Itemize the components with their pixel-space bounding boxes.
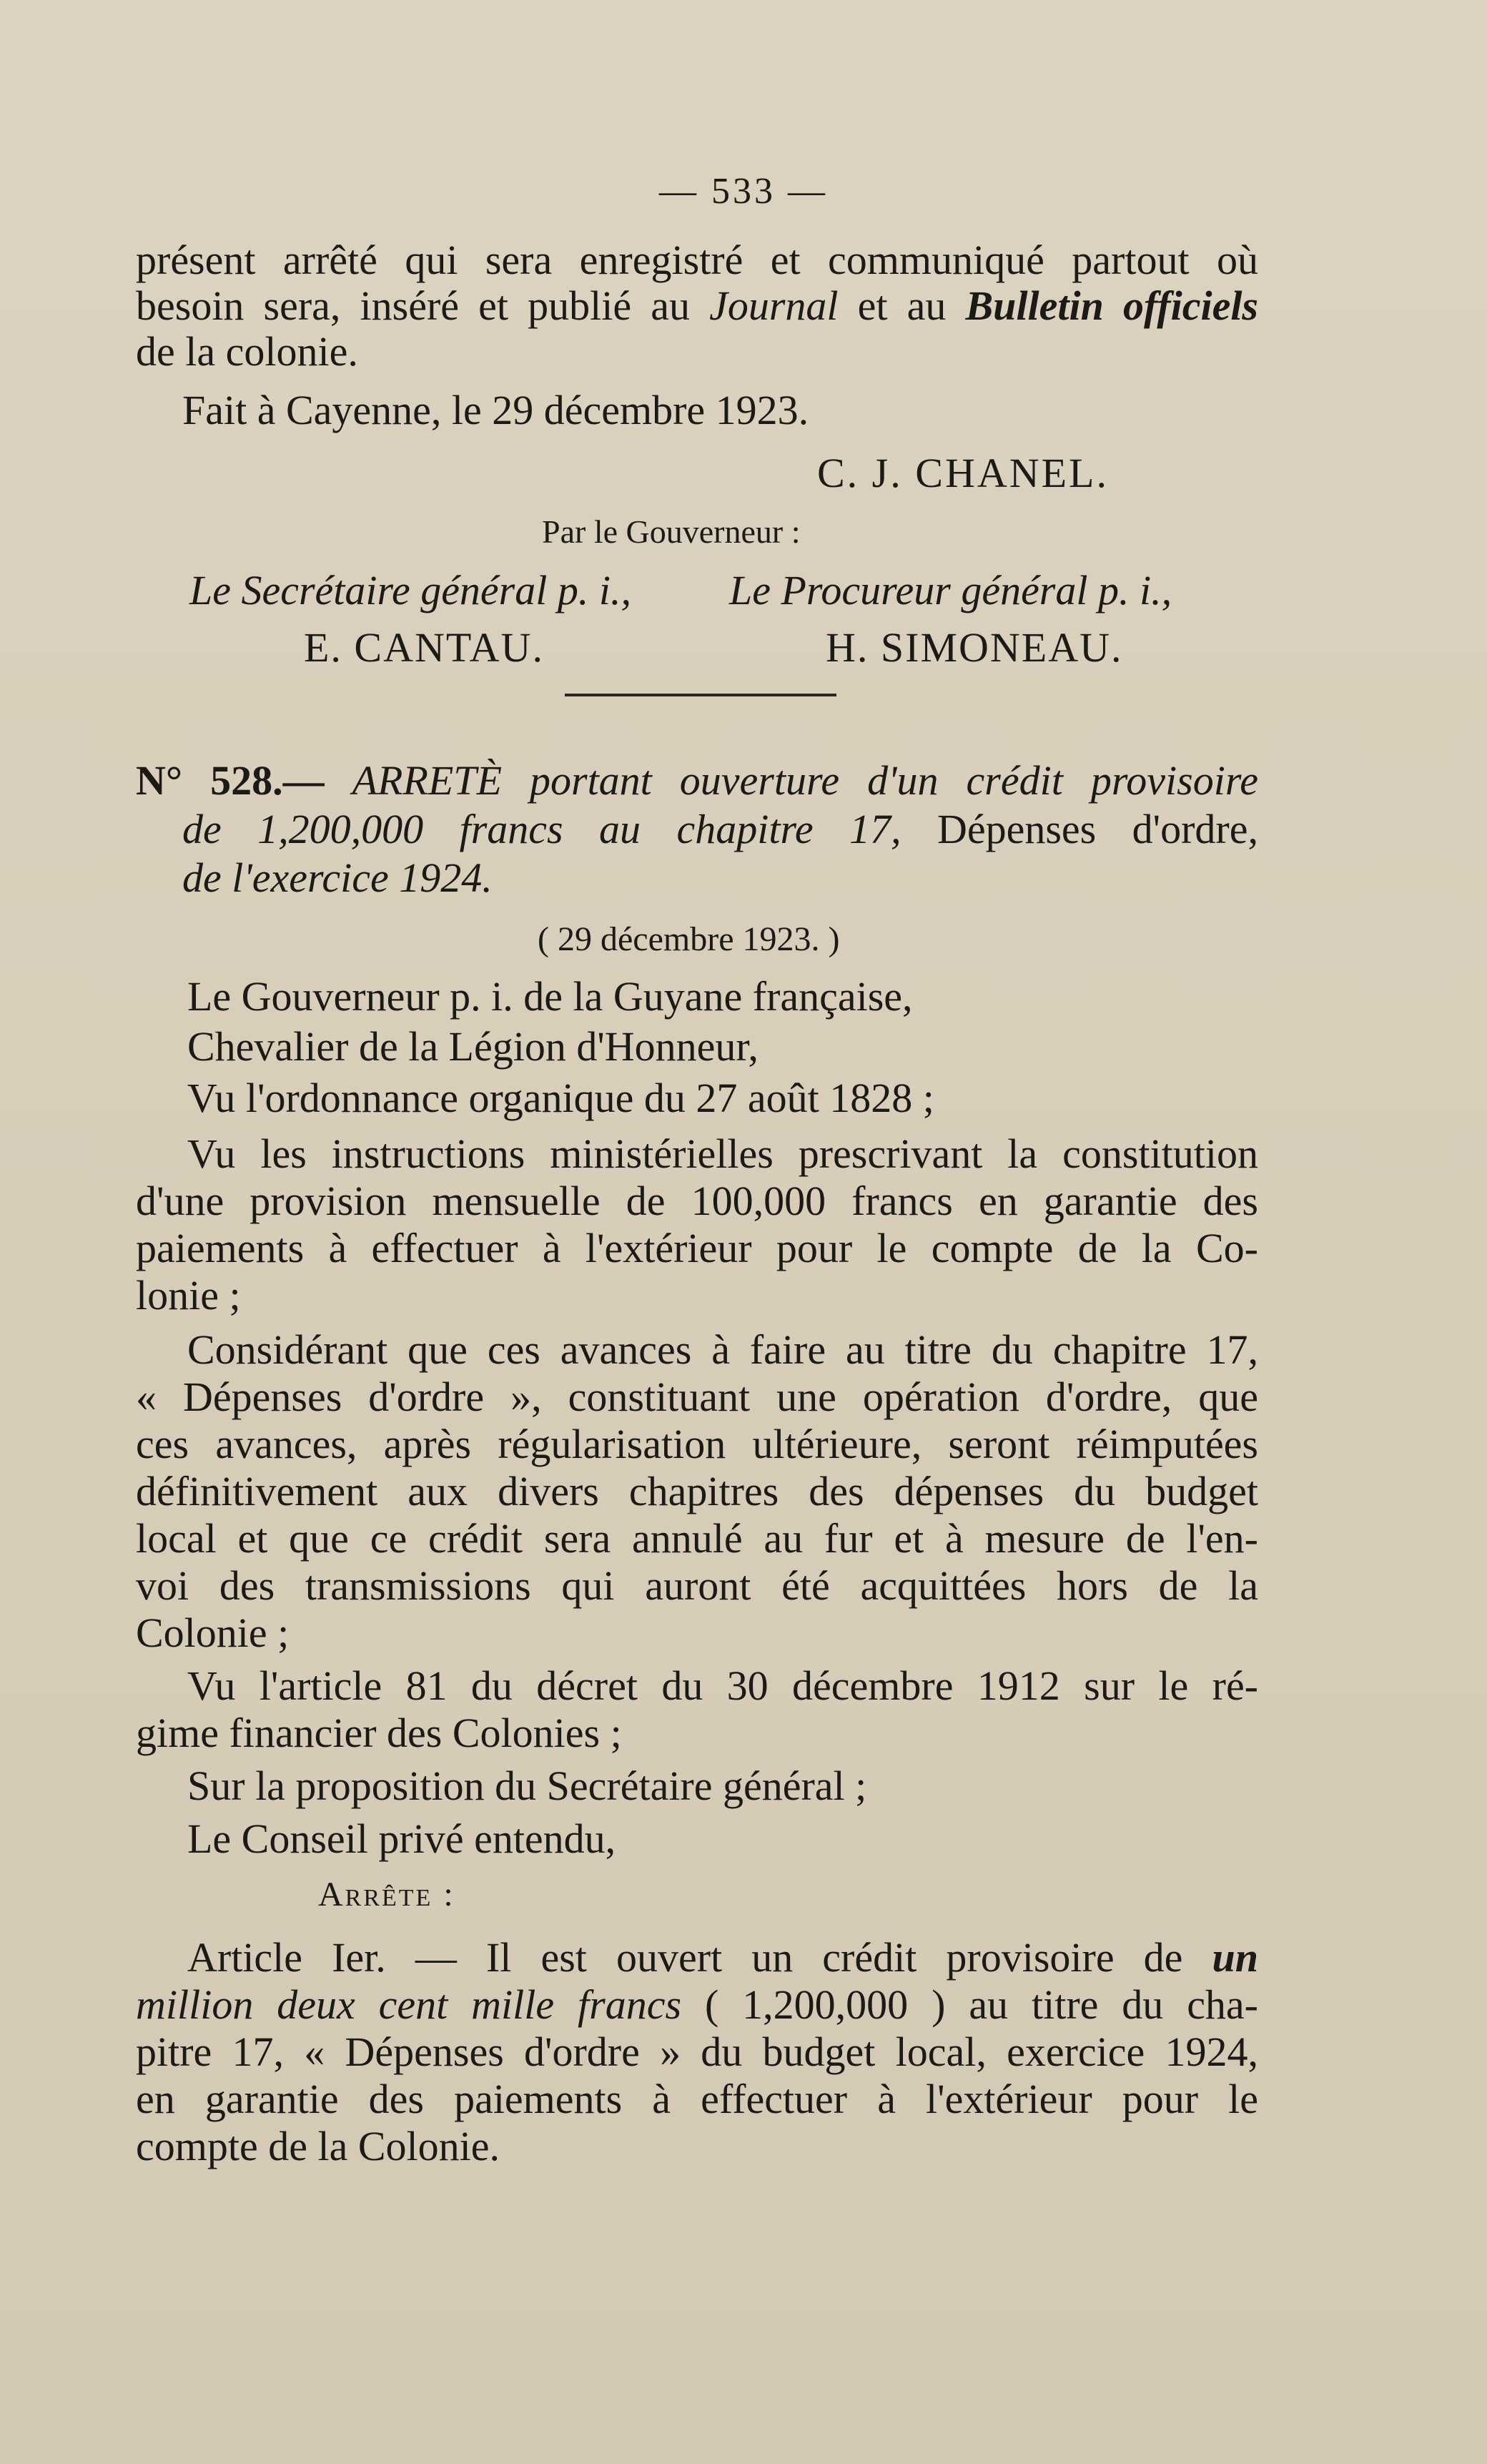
title-secretaire: Le Secrétaire général p. i., xyxy=(189,567,631,613)
text-line: définitivement aux divers chapitres des dépenses du budget xyxy=(136,1468,1258,1514)
text-line: Colonie ; xyxy=(136,1610,290,1656)
decree-heading: de 1,200,000 francs au chapitre 17, Dépenses d'ordre, xyxy=(182,806,1258,852)
text-line: Le Conseil privé entendu, xyxy=(187,1815,616,1862)
date-line: Fait à Cayenne, le 29 décembre 1923. xyxy=(182,387,809,433)
text-line: Considérant que ces avances à faire au titre du chapitre 17, xyxy=(187,1326,1258,1373)
text-line: d'une provision mensuelle de 100,000 francs en garantie des xyxy=(136,1178,1258,1224)
text-line: de la colonie. xyxy=(136,328,358,375)
text-line: voi des transmissions qui auront été acquittées hors de la xyxy=(136,1562,1258,1609)
text-line: paiements à effectuer à l'extérieur pour le compte de la Co- xyxy=(136,1225,1258,1271)
article-line: compte de la Colonie. xyxy=(136,2123,500,2169)
text-line: gime financier des Colonies ; xyxy=(136,1710,622,1756)
text-line: Par le Gouverneur : xyxy=(542,513,801,550)
article-line: pitre 17, « Dépenses d'ordre » du budget local, exercice 1924, xyxy=(136,2029,1258,2075)
text-line: Chevalier de la Légion d'Honneur, xyxy=(187,1023,759,1070)
signature-name: C. J. CHANEL. xyxy=(817,450,1109,496)
article-line: Article Ier. — Il est ouvert un crédit provisoire de un xyxy=(187,1934,1258,1981)
text-line: local et que ce crédit sera annulé au fur et à mesure de l'en- xyxy=(136,1515,1258,1562)
text-line: besoin sera, inséré et publié au Journal et au Bulletin officiels xyxy=(136,282,1259,329)
decree-date: ( 29 décembre 1923. ) xyxy=(538,920,840,958)
text-line: lonie ; xyxy=(136,1272,241,1319)
text-line: « Dépenses d'ordre », constituant une opération d'ordre, que xyxy=(136,1374,1258,1420)
article-line: en garantie des paiements à effectuer à l'extérieur pour le xyxy=(136,2076,1258,2122)
text-line: Sur la proposition du Secrétaire général ; xyxy=(187,1763,867,1809)
text-line: ces avances, après régularisation ultérieure, seront réimputées xyxy=(136,1421,1258,1467)
page-number: — 533 — xyxy=(659,171,828,212)
decree-heading: N° 528.— ARRETÈ portant ouverture d'un crédit provisoire xyxy=(136,757,1258,804)
text-line: Vu l'article 81 du décret du 30 décembre 1912 sur le ré- xyxy=(187,1662,1258,1709)
signature-name: E. CANTAU. xyxy=(304,624,544,671)
signature-name: H. SIMONEAU. xyxy=(826,624,1123,671)
article-line: million deux cent mille francs ( 1,200,000 ) au titre du cha- xyxy=(136,1981,1258,2028)
decree-heading: de l'exercice 1924. xyxy=(182,854,493,901)
arrete-heading: Arrête : xyxy=(318,1876,455,1913)
title-procureur: Le Procureur général p. i., xyxy=(729,567,1172,613)
text-line: Vu l'ordonnance organique du 27 août 1828 ; xyxy=(187,1075,934,1121)
separator-rule xyxy=(565,694,836,696)
text-line: présent arrêté qui sera enregistré et communiqué partout où xyxy=(136,237,1258,283)
text-line: Vu les instructions ministérielles prescrivant la constitution xyxy=(187,1130,1258,1177)
text-line: Le Gouverneur p. i. de la Guyane française, xyxy=(187,973,913,1020)
